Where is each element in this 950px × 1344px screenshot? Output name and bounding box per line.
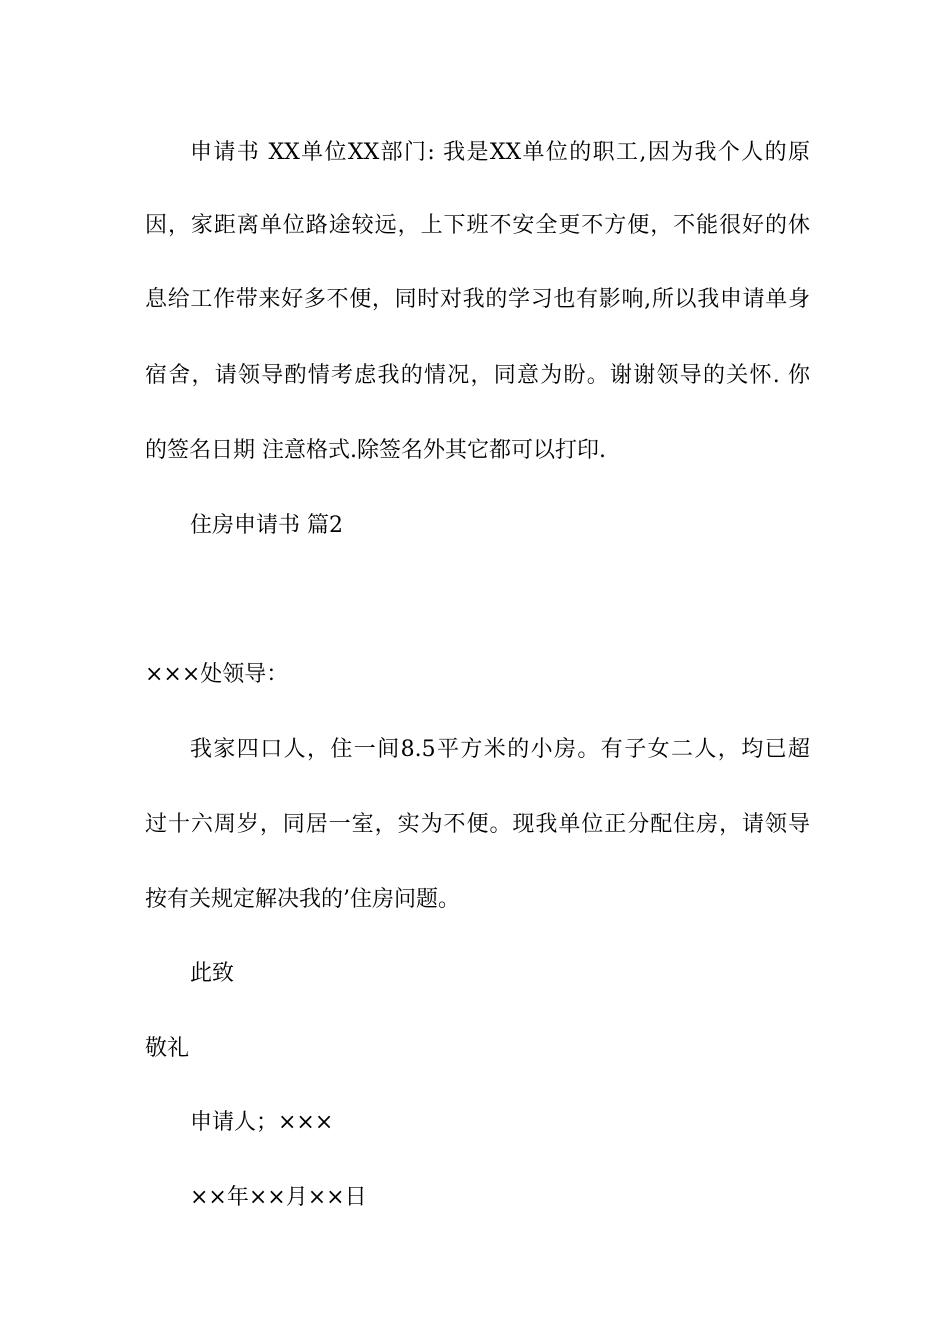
date-line: ××年××月××日 <box>190 1185 367 1210</box>
paragraph-line: 我家四口人，住一间8.5平方米的小房。有子女二人，均已超 <box>190 737 810 762</box>
paragraph-line: 申请书 XX单位XX部门: 我是XX单位的职工,因为我个人的原 <box>190 140 810 165</box>
paragraph-line: 息给工作带来好多不便，同时对我的学习也有影响,所以我申请单身 <box>145 287 810 312</box>
applicant-signature: 申请人；××× <box>190 1110 334 1135</box>
closing-greeting: 敬礼 <box>145 1036 190 1061</box>
paragraph-line: 因，家距离单位路途较远，上下班不安全更不方便，不能很好的休 <box>145 213 810 238</box>
paragraph-line: 的签名日期 注意格式.除签名外其它都可以打印. <box>145 438 606 463</box>
paragraph-line: 按有关规定解决我的’住房问题。 <box>145 887 460 912</box>
paragraph-line: 过十六周岁，同居一室，实为不便。现我单位正分配住房，请领导 <box>145 812 810 837</box>
paragraph-line: 宿舍，请领导酌情考虑我的情况，同意为盼。谢谢领导的关怀. 你 <box>145 363 810 388</box>
salutation: ×××处领导： <box>145 662 289 687</box>
section-heading: 住房申请书 篇2 <box>190 513 343 538</box>
closing-line: 此致 <box>190 961 235 986</box>
